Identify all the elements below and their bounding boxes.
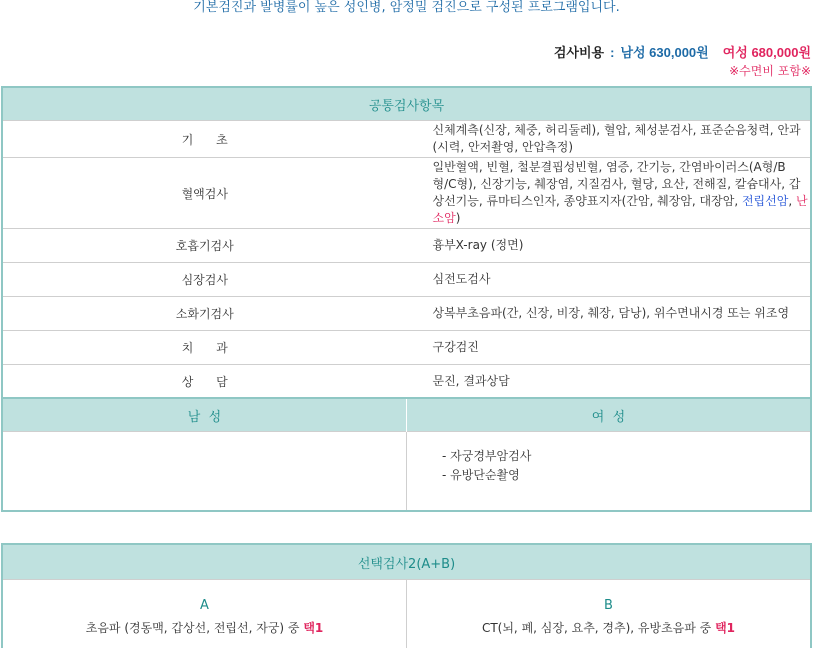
- option-b-letter: B: [408, 597, 809, 615]
- price-male: 남성 630,000원: [620, 45, 708, 60]
- female-items-list: [408, 433, 809, 485]
- option-b-cell: [407, 580, 812, 648]
- female-items-cell: [407, 432, 812, 512]
- blood-value-end: ): [456, 211, 461, 225]
- price-separator: :: [610, 45, 614, 60]
- table-row: [2, 229, 811, 263]
- table-row: [2, 365, 811, 400]
- option-a-pick: 택1: [303, 621, 323, 635]
- intro-text: 기본검진과 발병률이 높은 성인병, 암정밀 검진으로 구성된 프로그램입니다.: [0, 0, 813, 20]
- optional-items-table: [1, 543, 812, 648]
- row-value: 신체계측(신장, 체중, 허리둘레), 혈압, 체성분검사, 표준순음청력, 안과(시력, 안저촬영, 안압측정): [407, 121, 812, 158]
- option-b-description: [408, 619, 809, 637]
- option-a-letter: A: [4, 597, 405, 615]
- option-b-pick: 택1: [715, 621, 735, 635]
- female-header: 여 성: [407, 398, 812, 432]
- table-row: [2, 297, 811, 331]
- table-row: [2, 158, 811, 229]
- row-label: 소화기검사: [2, 297, 407, 331]
- table-row: [2, 263, 811, 297]
- row-value: [407, 158, 812, 229]
- price-female: 여성 680,000원: [723, 45, 811, 60]
- row-label: 호흡기검사: [2, 229, 407, 263]
- row-value: 흉부X-ray (정면): [407, 229, 812, 263]
- blood-value-separator: ,: [788, 194, 796, 208]
- common-items-table: [1, 86, 812, 400]
- row-label: 심장검사: [2, 263, 407, 297]
- table-row: [2, 121, 811, 158]
- row-label: 치 과: [2, 331, 407, 365]
- prostate-cancer-label: 전립선암: [742, 194, 788, 208]
- price-line: [554, 44, 811, 62]
- price-note: ※수면비 포함※: [729, 63, 811, 79]
- option-a-text: 초음파 (경동맥, 갑상선, 전립선, 자궁) 중: [86, 621, 304, 635]
- male-header: 남 성: [2, 398, 407, 432]
- option-a-description: [4, 619, 405, 637]
- option-b-text: CT(뇌, 폐, 심장, 요추, 경추), 유방초음파 중: [482, 621, 715, 635]
- price-label: 검사비용: [554, 45, 604, 60]
- row-label: 상 담: [2, 365, 407, 400]
- blood-value-text: 일반혈액, 빈혈, 철분결핍성빈혈, 염증, 간기능, 간염바이러스(A형/B형/C형), 신장기능, 췌장염, 지질검사, 혈당, 요산, 전해질, 칼슘대사, 갑상선기능, 류마티스인자, 종양표지자(간암, 췌장암, 대장암,: [433, 160, 801, 208]
- gender-items-table: [1, 397, 812, 512]
- option-a-cell: [2, 580, 407, 648]
- option-table-title: 선택검사2(A+B): [2, 544, 811, 580]
- row-value: 상복부초음파(간, 신장, 비장, 췌장, 담낭), 위수면내시경 또는 위조영: [407, 297, 812, 331]
- ovarian-cancer-label: 난소암: [433, 194, 808, 225]
- row-label: 기 초: [2, 121, 407, 158]
- row-label: 혈액검사: [2, 158, 407, 229]
- list-item: - 유방단순촬영: [442, 466, 809, 485]
- row-value: 문진, 결과상담: [407, 365, 812, 400]
- common-table-title: 공통검사항목: [2, 87, 811, 121]
- list-item: - 자궁경부암검사: [442, 447, 809, 466]
- row-value: 심전도검사: [407, 263, 812, 297]
- table-row: [2, 331, 811, 365]
- row-value: 구강검진: [407, 331, 812, 365]
- male-items-cell: [2, 432, 407, 512]
